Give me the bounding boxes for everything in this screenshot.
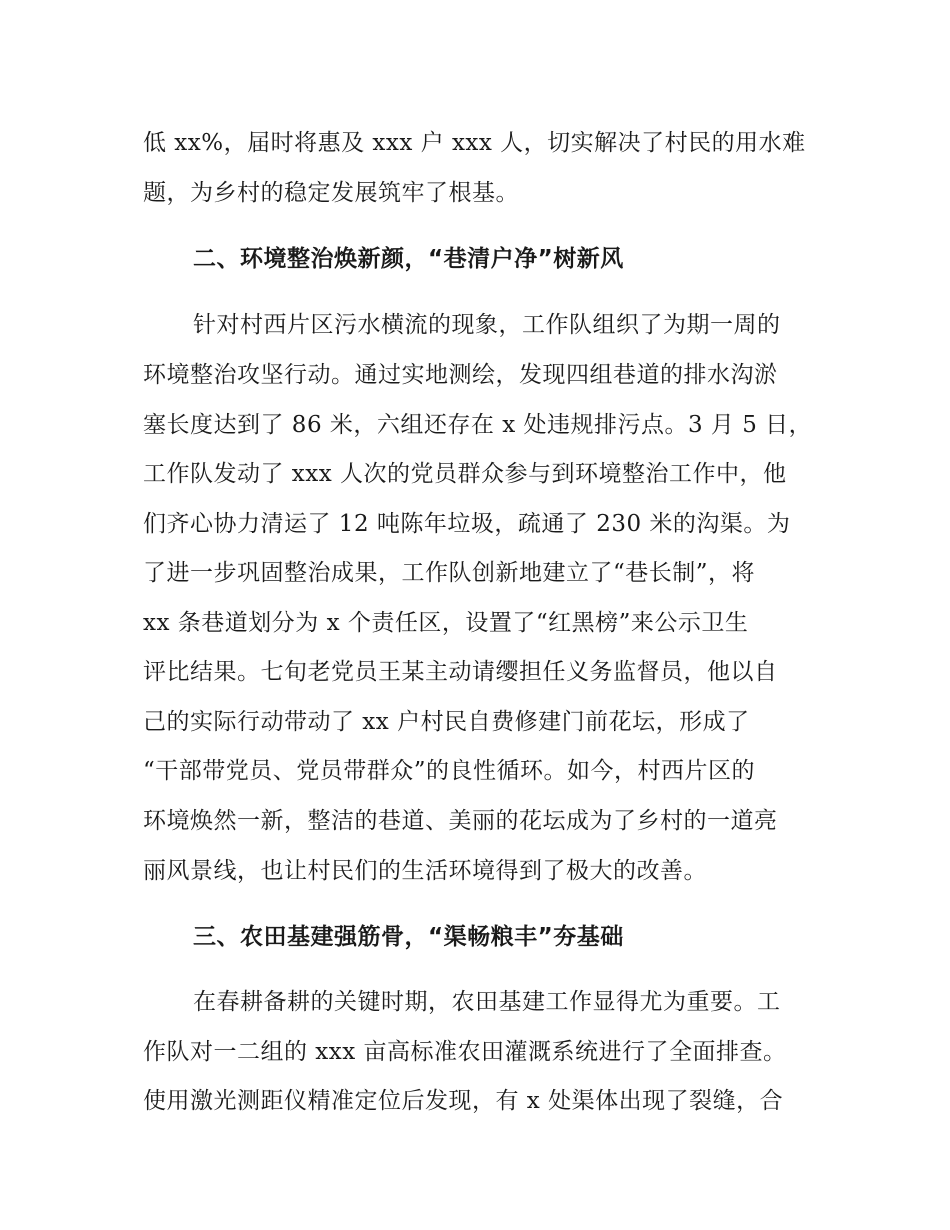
paragraph-line: 使用激光测距仪精准定位后发现，有 x 处渠体出现了裂缝，合 <box>143 1088 784 1114</box>
paragraph-line: 丽风景线，也让村民们的生活环境得到了极大的改善。 <box>143 858 707 884</box>
paragraph-line: 针对村西片区污水横流的现象，工作队组织了为期一周的 <box>193 312 781 338</box>
paragraph-line: 低 xx%，届时将惠及 xxx 户 xxx 人，切实解决了村民的用水难 <box>143 130 806 156</box>
paragraph-line: 作队对一二组的 xxx 亩高标准农田灌溉系统进行了全面排查。 <box>143 1039 787 1065</box>
paragraph-line: 题，为乡村的稳定发展筑牢了根基。 <box>143 180 519 206</box>
paragraph-line: 评比结果。七旬老党员王某主动请缨担任义务监督员，他以自 <box>143 659 778 685</box>
paragraph-line: 们齐心协力清运了 12 吨陈年垃圾，疏通了 230 米的沟渠。为 <box>143 511 791 537</box>
paragraph-line: 工作队发动了 xxx 人次的党员群众参与到环境整治工作中，他 <box>143 461 787 487</box>
section-heading-2: 二、环境整治焕新颜，“巷清户净”树新风 <box>193 246 624 272</box>
section-heading-3: 三、农田基建强筋骨，“渠畅粮丰”夯基础 <box>193 924 624 950</box>
paragraph-line: 环境整治攻坚行动。通过实地测绘，发现四组巷道的排水沟淤 <box>143 362 778 388</box>
paragraph-line: 己的实际行动带动了 xx 户村民自费修建门前花坛，形成了 <box>143 709 750 735</box>
paragraph-line: xx 条巷道划分为 x 个责任区，设置了“红黑榜”来公示卫生 <box>143 610 749 636</box>
paragraph-line: 了进一步巩固整治成果，工作队创新地建立了“巷长制”，将 <box>143 560 756 586</box>
paragraph-line: “干部带党员、党员带群众”的良性循环。如今，村西片区的 <box>143 758 756 784</box>
paragraph-line: 在春耕备耕的关键时期，农田基建工作显得尤为重要。工 <box>193 989 781 1015</box>
paragraph-line: 塞长度达到了 86 米，六组还存在 x 处违规排污点。3 月 5 日， <box>143 412 813 438</box>
paragraph-line: 环境焕然一新，整洁的巷道、美丽的花坛成为了乡村的一道亮 <box>143 808 778 834</box>
